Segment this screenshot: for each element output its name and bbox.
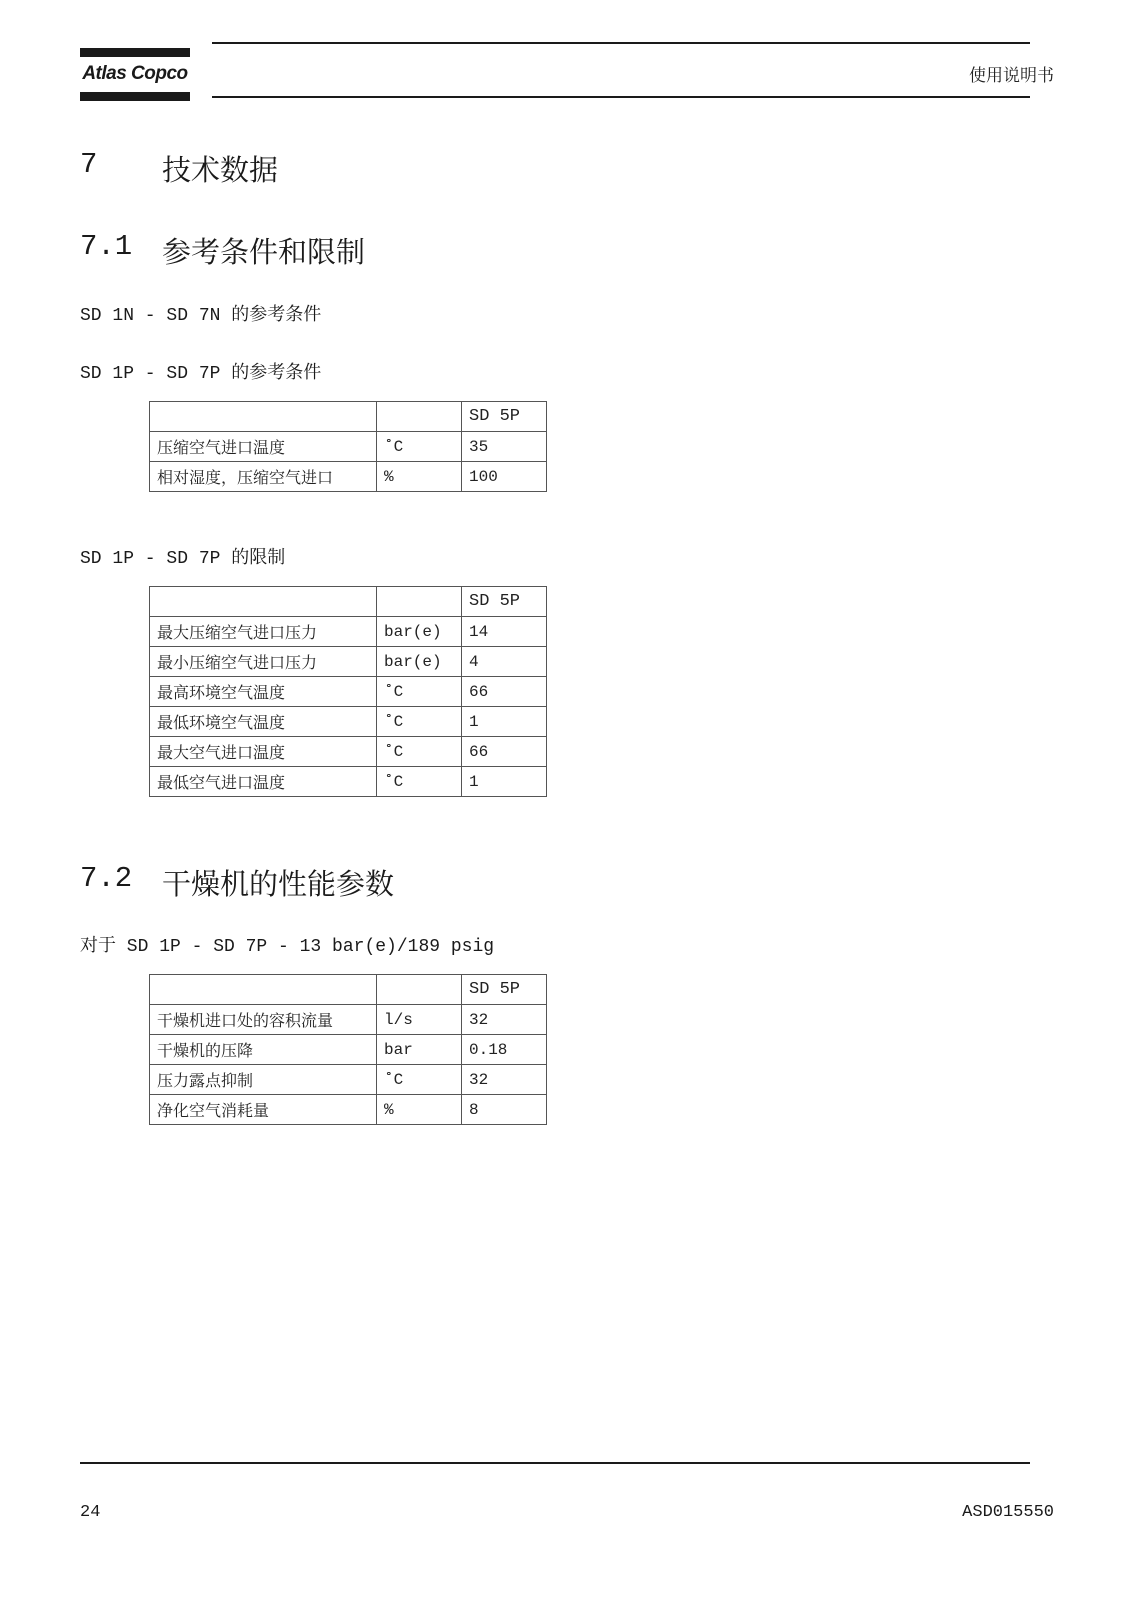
table-header-blank bbox=[150, 402, 377, 432]
row-value: 32 bbox=[462, 1005, 547, 1035]
row-label: 干燥机的压降 bbox=[150, 1035, 377, 1065]
section-7-title: 技术数据 bbox=[162, 153, 279, 187]
row-label: 最低空气进口温度 bbox=[150, 767, 377, 797]
row-unit: bar(e) bbox=[377, 617, 462, 647]
table-header-row bbox=[150, 587, 547, 617]
p-series-limits-label: SD 1P - SD 7P 的限制 bbox=[80, 549, 286, 569]
reference-conditions-table bbox=[149, 401, 547, 492]
performance-conditions-label: 对于 SD 1P - SD 7P - 13 bar(e)/189 psig bbox=[80, 937, 495, 957]
row-value: 35 bbox=[462, 432, 547, 462]
row-label: 净化空气消耗量 bbox=[150, 1095, 377, 1125]
section-7-2-title: 干燥机的性能参数 bbox=[162, 867, 395, 901]
table-header-blank bbox=[150, 587, 377, 617]
table-row bbox=[150, 1065, 547, 1095]
footer-rule bbox=[80, 1462, 1030, 1464]
row-value: 66 bbox=[462, 677, 547, 707]
table-row bbox=[150, 462, 547, 492]
table-row bbox=[150, 707, 547, 737]
row-value: 4 bbox=[462, 647, 547, 677]
section-7-2-number: 7.2 bbox=[80, 862, 133, 895]
p-series-reference-conditions-label: SD 1P - SD 7P 的参考条件 bbox=[80, 364, 322, 384]
row-unit: ˚C bbox=[377, 432, 462, 462]
page-number: 24 bbox=[80, 1503, 101, 1522]
table-row bbox=[150, 1095, 547, 1125]
row-unit: ˚C bbox=[377, 1065, 462, 1095]
table-row bbox=[150, 737, 547, 767]
row-value: 8 bbox=[462, 1095, 547, 1125]
row-label: 最低环境空气温度 bbox=[150, 707, 377, 737]
row-value: 100 bbox=[462, 462, 547, 492]
row-unit: ˚C bbox=[377, 767, 462, 797]
table-row bbox=[150, 677, 547, 707]
section-7-1-title: 参考条件和限制 bbox=[162, 235, 366, 269]
section-7-1-number: 7.1 bbox=[80, 230, 133, 263]
table-row bbox=[150, 432, 547, 462]
n-series-reference-conditions-label: SD 1N - SD 7N 的参考条件 bbox=[80, 306, 322, 326]
table-row bbox=[150, 767, 547, 797]
table-header-model: SD 5P bbox=[462, 975, 547, 1005]
row-label: 相对湿度，压缩空气进口 bbox=[150, 462, 377, 492]
logo-wordmark: Atlas Copco bbox=[82, 63, 188, 84]
limits-table bbox=[149, 586, 547, 797]
section-7-number: 7 bbox=[80, 148, 98, 181]
header-top-rule bbox=[212, 42, 1030, 44]
logo-bottom-bar bbox=[80, 92, 190, 101]
table-row bbox=[150, 617, 547, 647]
header-bottom-rule bbox=[212, 96, 1030, 98]
table-header-row bbox=[150, 975, 547, 1005]
table-header-model: SD 5P bbox=[462, 402, 547, 432]
row-value: 14 bbox=[462, 617, 547, 647]
row-unit: ˚C bbox=[377, 707, 462, 737]
row-label: 压缩空气进口温度 bbox=[150, 432, 377, 462]
table-header-model: SD 5P bbox=[462, 587, 547, 617]
row-unit: % bbox=[377, 1095, 462, 1125]
row-value: 0.18 bbox=[462, 1035, 547, 1065]
table-row bbox=[150, 1005, 547, 1035]
row-value: 1 bbox=[462, 707, 547, 737]
row-value: 32 bbox=[462, 1065, 547, 1095]
row-label: 最大空气进口温度 bbox=[150, 737, 377, 767]
performance-table bbox=[149, 974, 547, 1125]
atlas-copco-logo bbox=[80, 48, 190, 101]
table-header-unit-blank bbox=[377, 587, 462, 617]
row-label: 最高环境空气温度 bbox=[150, 677, 377, 707]
logo-top-bar bbox=[80, 48, 190, 57]
table-header-unit-blank bbox=[377, 402, 462, 432]
document-type-title: 使用说明书 bbox=[969, 66, 1054, 86]
row-label: 最小压缩空气进口压力 bbox=[150, 647, 377, 677]
row-unit: ˚C bbox=[377, 737, 462, 767]
table-row bbox=[150, 647, 547, 677]
row-label: 干燥机进口处的容积流量 bbox=[150, 1005, 377, 1035]
table-header-blank bbox=[150, 975, 377, 1005]
table-row bbox=[150, 1035, 547, 1065]
row-value: 66 bbox=[462, 737, 547, 767]
row-unit: bar(e) bbox=[377, 647, 462, 677]
row-label: 最大压缩空气进口压力 bbox=[150, 617, 377, 647]
row-unit: l/s bbox=[377, 1005, 462, 1035]
row-label: 压力露点抑制 bbox=[150, 1065, 377, 1095]
row-unit: % bbox=[377, 462, 462, 492]
table-header-unit-blank bbox=[377, 975, 462, 1005]
table-header-row bbox=[150, 402, 547, 432]
row-unit: ˚C bbox=[377, 677, 462, 707]
row-unit: bar bbox=[377, 1035, 462, 1065]
document-id: ASD015550 bbox=[962, 1503, 1054, 1522]
row-value: 1 bbox=[462, 767, 547, 797]
